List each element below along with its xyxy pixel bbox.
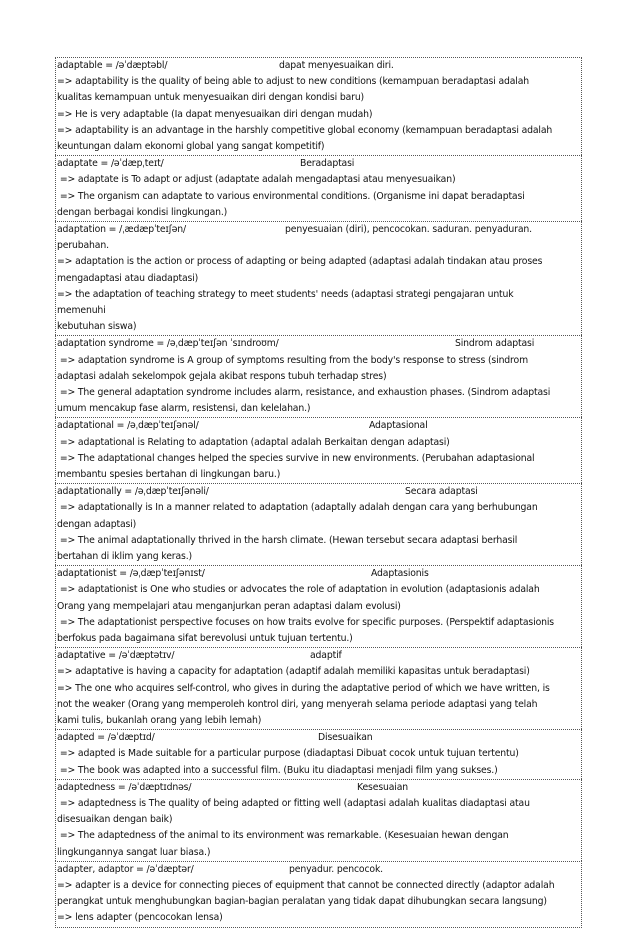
entry-text-line: => the adaptation of teaching strategy to meet students' needs (adaptasi strategi pengajaran untuk <box>57 288 514 300</box>
entry-headword: adaptation syndrome = /əˌdæpˈteɪʃən ˈsɪndroʊm/ <box>57 338 279 350</box>
entry-text-line: => adapter is a device for connecting pieces of equipment that cannot be connected directly (adaptor adalah <box>57 879 555 891</box>
entry-header <box>57 730 580 746</box>
entry-text-line: => The adaptedness of the animal to its environment was remarkable. (Kesesuaian hewan dengan <box>57 830 509 842</box>
entry-text-line: => adaptedness is The quality of being adapted or fitting well (adaptasi adalah kualitas diadaptasi atau <box>57 797 530 809</box>
entry-text-line: => The organism can adaptate to various environmental conditions. (Organisme ini dapat beradaptasi <box>57 190 525 202</box>
entry-text-line: => adaptationist is One who studies or advocates the role of adaptation in evolution (adaptasionis adalah <box>57 584 540 596</box>
entry-translation: Adaptasional <box>369 420 428 432</box>
dictionary-entry <box>55 155 582 221</box>
dictionary-page <box>55 57 582 928</box>
dictionary-entry <box>55 221 582 335</box>
entry-translation: dapat menyesuaikan diri. <box>279 60 394 71</box>
entry-translation: Sindrom adaptasi <box>455 338 535 350</box>
entry-headword: adaptedness = /əˈdæptɪdnəs/ <box>57 781 192 793</box>
dictionary-entry <box>55 483 582 565</box>
entry-text-line: mengadaptasi atau diadaptasi) <box>57 272 199 284</box>
entry-translation: Adaptasionis <box>371 568 429 580</box>
dictionary-entry <box>55 647 582 729</box>
entry-text-line: => lens adapter (pencocokan lensa) <box>57 912 223 924</box>
entry-translation: Disesuaikan <box>318 732 373 744</box>
entry-header <box>57 336 580 352</box>
entry-text-line: => He is very adaptable (Ia dapat menyesuaikan diri dengan mudah) <box>57 108 373 120</box>
dictionary-entry <box>55 729 582 779</box>
entry-header <box>57 418 580 434</box>
entry-headword: adaptation = /ˌædæpˈteɪʃən/ <box>57 224 186 235</box>
entry-headword: adaptational = /əˌdæpˈteɪʃənəl/ <box>57 420 199 432</box>
entry-text-line: => adaptationally is In a manner related to adaptation (adaptally adalah dengan cara yang berhubungan <box>57 502 538 514</box>
entry-text-line: => The one who acquires self-control, who gives in during the adaptative period of which we have written, is <box>57 682 550 694</box>
entry-text-line: => adapted is Made suitable for a particular purpose (diadaptasi Dibuat cocok untuk tujuan tertentu) <box>57 748 519 760</box>
entry-text-line: Orang yang mempelajari atau menganjurkan peran adaptasi dalam evolusi) <box>57 600 401 612</box>
entry-text-line: => The book was adapted into a successful film. (Buku itu diadaptasi menjadi film yang sukses.) <box>57 764 498 776</box>
entry-text-line: => adaptation is the action or process of adapting or being adapted (adaptasi adalah tindakan atau proses <box>57 256 543 268</box>
dictionary-entry <box>55 335 582 417</box>
entry-text-line: not the weaker (Orang yang memperoleh kontrol diri, yang menyerah selama periode adaptasi yang telah <box>57 698 538 710</box>
entry-text-line: => The adaptational changes helped the species survive in new environments. (Perubahan adaptasional <box>57 452 535 464</box>
entry-text-line: berfokus pada bagaimana sifat berevolusi untuk tujuan tertentu.) <box>57 633 353 644</box>
entry-header <box>57 484 580 500</box>
entry-header <box>57 58 580 74</box>
entry-text-line: perubahan. <box>57 240 109 252</box>
entry-headword: adapted = /əˈdæptɪd/ <box>57 732 155 744</box>
entry-translation: penyesuaian (diri), pencocokan. saduran. penyaduran. <box>285 224 532 235</box>
dictionary-entry <box>55 779 582 861</box>
entry-translation: Kesesuaian <box>357 781 409 793</box>
entry-text-line: adaptasi adalah sekelompok gejala akibat respons tubuh terhadap stres) <box>57 370 387 382</box>
entry-text-line: perangkat untuk menghubungkan bagian-bagian peralatan yang tidak dapat dihubungkan secara langsung) <box>57 896 547 908</box>
entry-header <box>57 156 580 172</box>
entry-header <box>57 566 580 582</box>
entry-translation: adaptif <box>310 650 342 662</box>
entry-text-line: lingkungannya sangat luar biasa.) <box>57 846 211 858</box>
entry-translation: Secara adaptasi <box>405 486 478 498</box>
entry-text-line: kami tulis, bukanlah orang yang lebih lemah) <box>57 715 262 726</box>
entry-headword: adaptate = /əˈdæpˌteɪt/ <box>57 158 164 170</box>
entry-headword: adaptationally = /əˌdæpˈteɪʃənəli/ <box>57 486 209 498</box>
entry-text-line: => adaptability is an advantage in the harshly competitive global economy (kemampuan beradaptasi adalah <box>57 124 553 136</box>
entry-text-line: => adaptate is To adapt or adjust (adaptate adalah mengadaptasi atau menyesuaikan) <box>57 174 456 186</box>
entry-text-line: => The animal adaptationally thrived in the harsh climate. (Hewan tersebut secara adaptasi berhasil <box>57 534 518 546</box>
entry-text-line: keuntungan dalam ekonomi global yang sangat kompetitif) <box>57 141 325 152</box>
dictionary-entry <box>55 861 582 928</box>
dictionary-entry <box>55 57 582 155</box>
entry-header <box>57 862 580 878</box>
entry-text-line: disesuaikan dengan baik) <box>57 814 173 826</box>
entry-text-line: kualitas kemampuan untuk menyesuaikan diri dengan kondisi baru) <box>57 92 365 104</box>
entry-text-line: bertahan di iklim yang keras.) <box>57 551 192 562</box>
entry-headword: adapter, adaptor = /əˈdæptər/ <box>57 863 194 875</box>
entry-text-line: => adaptational is Relating to adaptation (adaptal adalah Berkaitan dengan adaptasi) <box>57 436 450 448</box>
entry-text-line: kebutuhan siswa) <box>57 321 137 333</box>
entry-text-line: => The adaptationist perspective focuses on how traits evolve for specific purposes. (Perspektif adaptasionis <box>57 616 554 628</box>
entry-text-line: => adaptability is the quality of being able to adjust to new conditions (kemampuan beradaptasi adalah <box>57 76 530 88</box>
entry-headword: adaptationist = /əˌdæpˈteɪʃənɪst/ <box>57 568 205 580</box>
entry-header <box>57 648 580 664</box>
entry-text-line: dengan adaptasi) <box>57 518 137 530</box>
entry-translation: Beradaptasi <box>300 158 355 170</box>
dictionary-entry <box>55 417 582 483</box>
entry-text-line: => adaptative is having a capacity for adaptation (adaptif adalah memiliki kapasitas untuk beradaptasi) <box>57 666 530 678</box>
dictionary-entry <box>55 565 582 647</box>
entry-text-line: memenuhi <box>57 305 106 316</box>
entry-text-line: membantu spesies bertahan di lingkungan baru.) <box>57 469 281 480</box>
entry-text-line: umum mencakup fase alarm, resistensi, dan kelelahan.) <box>57 403 311 415</box>
entry-headword: adaptative = /əˈdæptətɪv/ <box>57 650 175 662</box>
entry-header <box>57 222 580 238</box>
entry-translation: penyadur. pencocok. <box>289 863 383 875</box>
entry-text-line: dengan berbagai kondisi lingkungan.) <box>57 206 228 218</box>
entry-headword: adaptable = /əˈdæptəbl/ <box>57 60 168 71</box>
entry-header <box>57 780 580 796</box>
entry-text-line: => adaptation syndrome is A group of symptoms resulting from the body's response to stress (sindrom <box>57 354 528 366</box>
entry-text-line: => The general adaptation syndrome includes alarm, resistance, and exhaustion phases. (Sindrom adaptasi <box>57 387 551 398</box>
